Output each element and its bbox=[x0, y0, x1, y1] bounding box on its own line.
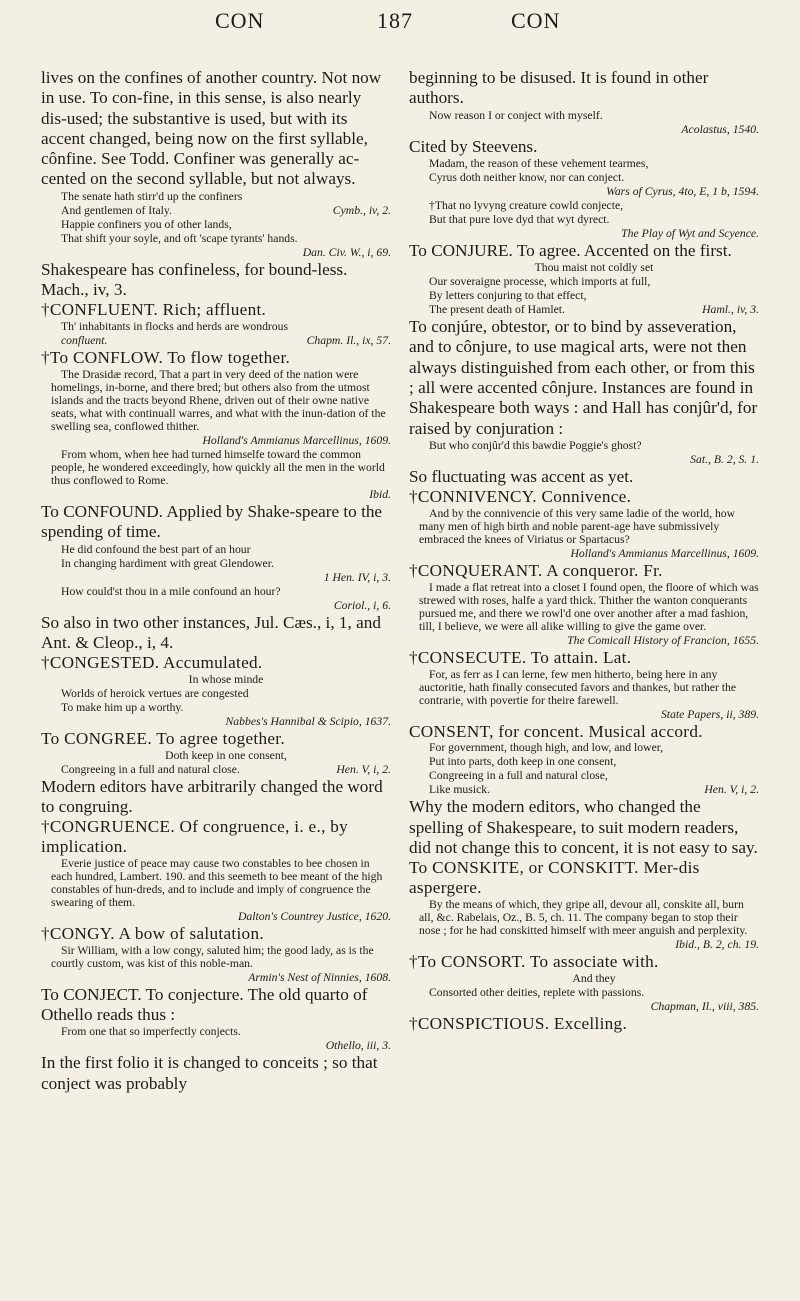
citation: Armin's Nest of Ninnies, 1608. bbox=[248, 970, 391, 984]
quote-line: But who conjûr'd this bawdie Poggie's ghost? bbox=[429, 438, 642, 452]
citation: Dan. Civ. W., i, 69. bbox=[302, 245, 391, 259]
quote-line: Congreeing in a full and natural close, bbox=[429, 769, 608, 783]
body-paragraph: To conjúre, obtestor, or to bind by asseveration, and to cônjure, to use magical arts, were not then always distinguished from each other, or from this ; all were accented cônjure. Instances are found in Shakespeare both ways : and Hall has conjûr'd, for raised by conjuration : bbox=[409, 317, 758, 438]
quote-line: Worlds of heroick vertues are congested bbox=[61, 686, 249, 700]
entry-headword: To CONFOUND. Applied by Shake-speare to the spending of time. bbox=[41, 501, 383, 542]
right-column bbox=[409, 68, 759, 1034]
entry-headword: †CONSECUTE. To attain. Lat. bbox=[409, 647, 632, 667]
body-paragraph: lives on the confines of another country. Not now in use. To con-fine, in this sense, is also nearly dis-used; the substantive is used, but with its accent changed, being now on the first syllable, cônfine. See Todd. Confiner was generally ac-cented on the second syllable, but not always. bbox=[41, 68, 382, 189]
citation: The Play of Wyt and Scyence. bbox=[621, 226, 759, 240]
quote-line: Madam, the reason of these vehement tearmes, bbox=[429, 156, 649, 170]
quote-line: How could'st thou in a mile confound an hour? bbox=[61, 584, 281, 598]
quote-paragraph: The Drasidæ record, That a part in very deed of the nation were homelings, in-borne, and there bred; but others also from the utmost islands and the tracts beyond Rhene, driven out of their owne native seats, what with continuall warres, and what with the inun-dation of the swelling sea, conflowed thither. bbox=[51, 367, 386, 433]
quote-line: The senate hath stirr'd up the confiners bbox=[61, 189, 243, 203]
header-left: CON bbox=[215, 8, 265, 33]
entry-headword: To CONJURE. To agree. Accented on the first. bbox=[409, 240, 732, 260]
entry-headword: †CONSPICTIOUS. Excelling. bbox=[409, 1013, 628, 1033]
quote-line: Thou maist not coldly set bbox=[534, 261, 654, 275]
entry-headword: †To CONFLOW. To flow together. bbox=[41, 348, 291, 368]
body-paragraph: Modern editors have arbitrarily changed the word to congruing. bbox=[41, 776, 383, 817]
quote-line: Now reason I or conject with myself. bbox=[429, 108, 603, 122]
quote-line: Happie confiners you of other lands, bbox=[61, 217, 232, 231]
entry-headword: †CONGY. A bow of salutation. bbox=[41, 923, 264, 943]
quote-paragraph: And by the connivencie of this very same ladie of the world, how many men of high birth and noble parent-age have submissively embraced the knees of Viriatus or Spartacus? bbox=[419, 507, 736, 547]
quote-line: In whose minde bbox=[188, 672, 264, 686]
quote-line: Like musick. Hen. V, i, 2. bbox=[429, 783, 759, 797]
body-paragraph: beginning to be disused. It is found in other authors. bbox=[409, 68, 709, 108]
entry-headword: CONSENT, for concent. Musical accord. bbox=[409, 721, 703, 741]
citation: Dalton's Countrey Justice, 1620. bbox=[237, 909, 391, 923]
body-paragraph: So fluctuating was accent as yet. bbox=[409, 466, 634, 486]
body-paragraph: In the first folio it is changed to conceits ; so that conject was probably bbox=[41, 1053, 378, 1093]
citation: Holland's Ammianus Marcellinus, 1609. bbox=[570, 547, 759, 561]
quote-line: And gentlemen of Italy. Cymb., iv, 2. bbox=[61, 203, 391, 217]
quote-paragraph: Sir William, with a low congy, saluted him; the good lady, as is the courtly custom, was kist of this noble-man. bbox=[51, 943, 374, 970]
entry-headword: †CONGRUENCE. Of congruence, i. e., by implication. bbox=[41, 817, 349, 857]
quote-line: †That no lyvyng creature cowld conjecte, bbox=[429, 198, 624, 212]
quote-line: Put into parts, doth keep in one consent, bbox=[429, 755, 617, 769]
entry-headword: †CONNIVENCY. Connivence. bbox=[409, 487, 632, 507]
quote-line: To make him up a worthy. bbox=[61, 700, 184, 714]
citation: Acolastus, 1540. bbox=[681, 122, 759, 136]
quote-line: Cyrus doth neither know, nor can conject. bbox=[429, 170, 625, 184]
quote-paragraph: For, as ferr as I can lerne, few men hitherto, being here in any auctoritie, hath finally consecuted favors and thankes, but rather the contrarie, with povertie for theire farewell. bbox=[419, 667, 737, 707]
entry-headword: †CONQUERANT. A conqueror. Fr. bbox=[409, 561, 663, 581]
body-paragraph: Cited by Steevens. bbox=[409, 136, 538, 156]
page-number: 187 bbox=[377, 8, 413, 33]
quote-line: Consorted other deities, replete with passions. bbox=[429, 985, 645, 999]
citation: Chapman, Il., viii, 385. bbox=[650, 999, 759, 1013]
running-header bbox=[0, 8, 800, 38]
quote-paragraph: By the means of which, they gripe all, devour all, conskite all, burn all, &c. Rabelais, Oz., B. 5, ch. 11. The company began to stop their nose ; for he had conskitted himself with meer anguish and perplexity. bbox=[419, 897, 748, 937]
citation: Sat., B. 2, S. 1. bbox=[690, 452, 759, 466]
quote-line: confluent. Chapm. Il., ix, 57. bbox=[61, 334, 391, 348]
quote-line: That shift your soyle, and oft 'scape tyrants' hands. bbox=[61, 231, 298, 245]
citation: Wars of Cyrus, 4to, E, 1 b, 1594. bbox=[606, 184, 759, 198]
entry-headword: To CONJECT. To conjecture. The old quarto of Othello reads thus : bbox=[41, 984, 368, 1025]
quote-line: Our soveraigne processe, which imports at full, bbox=[429, 275, 651, 289]
citation: 1 Hen. IV, i, 3. bbox=[323, 570, 391, 584]
entry-headword: To CONSKITE, or CONSKITT. Mer-dis aspergere. bbox=[409, 858, 700, 898]
body-paragraph: So also in two other instances, Jul. Cæs., i, 1, and Ant. & Cleop., i, 4. bbox=[41, 612, 381, 652]
citation: Ibid., B. 2, ch. 19. bbox=[675, 937, 759, 951]
quote-line: In changing hardiment with great Glendower. bbox=[61, 556, 274, 570]
quote-line: For government, though high, and low, and lower, bbox=[429, 741, 664, 755]
citation: Nabbes's Hannibal & Scipio, 1637. bbox=[225, 714, 391, 728]
quote-line: But that pure love dyd that wyt dyrect. bbox=[429, 212, 610, 226]
quote-line: Doth keep in one consent, bbox=[165, 748, 287, 762]
entry-headword: To CONGREE. To agree together. bbox=[41, 728, 285, 748]
entry-headword: †To CONSORT. To associate with. bbox=[409, 951, 659, 971]
quote-paragraph: I made a flat retreat into a closet I found open, the floore of which was strewed with roses, halfe a yard thick. Thither the wanton conquerants pursued me, and there we rowl'd one over another after a mad fashion, till, I believe, we were all alike willing to give the game over. bbox=[419, 580, 759, 633]
citation: Holland's Ammianus Marcellinus, 1609. bbox=[202, 433, 391, 447]
quote-paragraph: Everie justice of peace may cause two constables to bee chosen in each hundred, Lambert. 190. and this seemeth to bee meant of the high constables of hun-dreds, and to include and imply of congruence the swearing of them. bbox=[51, 856, 383, 909]
quote-line: And they bbox=[572, 971, 616, 985]
citation: Ibid. bbox=[369, 487, 391, 501]
left-column bbox=[41, 68, 391, 1094]
citation: Coriol., i, 6. bbox=[333, 598, 391, 612]
quote-line: The present death of Hamlet. Haml., iv, 3. bbox=[429, 303, 759, 317]
quote-line: Th' inhabitants in flocks and herds are wondrous bbox=[61, 320, 289, 334]
citation: Othello, iii, 3. bbox=[325, 1039, 391, 1053]
header-right: CON bbox=[511, 8, 561, 33]
entry-headword: †CONFLUENT. Rich; affluent. bbox=[41, 300, 267, 320]
quote-paragraph: From whom, when hee had turned himselfe toward the common people, he wondered exceedingly, how quickly all the men in the world thus conflowed to Rome. bbox=[51, 447, 385, 487]
quote-line: Congreeing in a full and natural close. Hen. V, i, 2. bbox=[61, 762, 391, 776]
body-paragraph: Why the modern editors, who changed the spelling of Shakespeare, to suit modern readers, did not change this to concent, it is not easy to say. bbox=[409, 797, 758, 858]
quote-line: From one that so imperfectly conjects. bbox=[61, 1025, 241, 1039]
quote-line: He did confound the best part of an hour bbox=[61, 542, 251, 556]
body-paragraph: Shakespeare has confineless, for bound-less. Mach., iv, 3. bbox=[41, 259, 348, 300]
entry-headword: †CONGESTED. Accumulated. bbox=[41, 653, 263, 673]
citation: State Papers, ii, 389. bbox=[660, 707, 759, 721]
citation: The Comicall History of Francion, 1655. bbox=[567, 633, 759, 647]
quote-line: By letters conjuring to that effect, bbox=[429, 289, 587, 303]
